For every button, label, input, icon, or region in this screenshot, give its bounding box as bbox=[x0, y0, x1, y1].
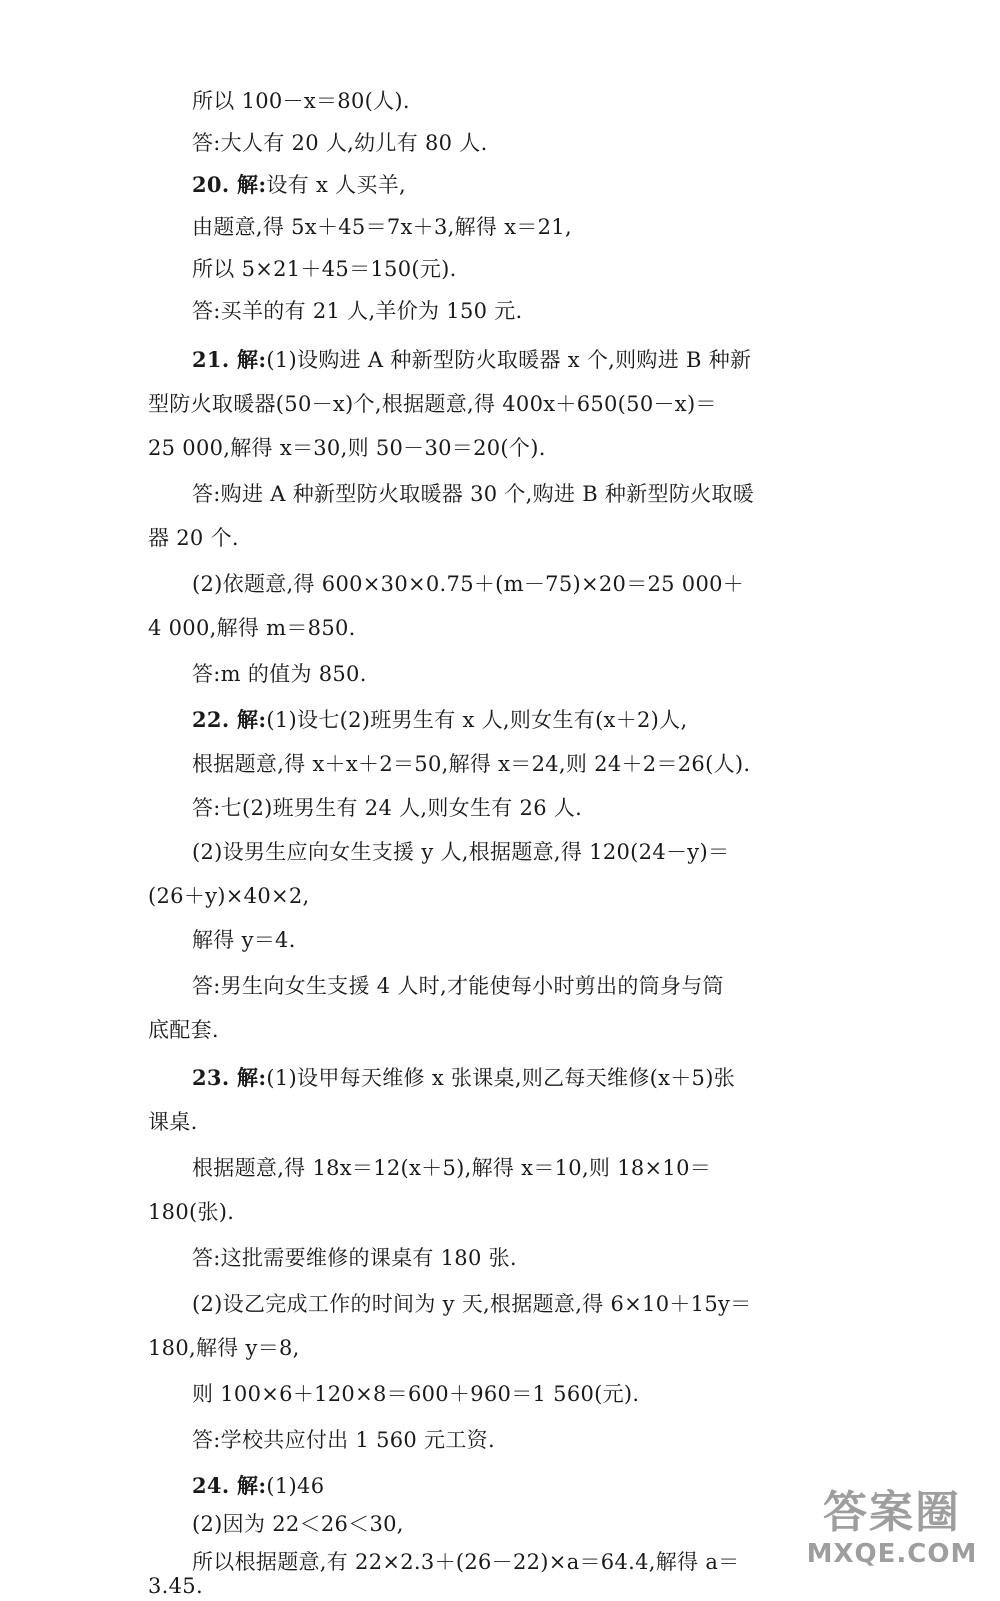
text-line: 答:学校共应付出 1 560 元工资. bbox=[192, 1428, 495, 1452]
question-number: 23. 解: bbox=[192, 1065, 267, 1090]
text-line: 所以 5×21＋45＝150(元). bbox=[192, 257, 457, 281]
text-line: 答:买羊的有 21 人,羊价为 150 元. bbox=[192, 299, 523, 323]
text-line: 4 000,解得 m＝850. bbox=[148, 616, 356, 640]
watermark-url: MXQE.COM bbox=[806, 1539, 978, 1569]
text-line: 器 20 个. bbox=[148, 526, 239, 550]
question-number: 22. 解: bbox=[192, 707, 267, 732]
watermark-title: 答案圈 bbox=[823, 1487, 961, 1538]
text-line: 根据题意,得 18x＝12(x＋5),解得 x＝10,则 18×10＝ bbox=[192, 1156, 712, 1180]
question-22-line: 22. 解:(1)设七(2)班男生有 x 人,则女生有(x＋2)人, bbox=[192, 707, 688, 732]
text-line: 课桌. bbox=[148, 1110, 198, 1134]
text-line: 答:购进 A 种新型防火取暖器 30 个,购进 B 种新型防火取暖 bbox=[192, 482, 755, 506]
text-line: (2)设乙完成工作的时间为 y 天,根据题意,得 6×10＋15y＝ bbox=[192, 1292, 752, 1316]
text-line: 所以根据题意,有 22×2.3＋(26－22)×a＝64.4,解得 a＝ bbox=[192, 1550, 740, 1574]
text-line: 答:这批需要维修的课桌有 180 张. bbox=[192, 1246, 517, 1270]
text-line: 答:大人有 20 人,幼儿有 80 人. bbox=[192, 131, 488, 155]
text-line: 解得 y＝4. bbox=[192, 928, 296, 952]
text-line: (2)依题意,得 600×30×0.75＋(m－75)×20＝25 000＋ bbox=[192, 572, 745, 596]
question-24-line: 24. 解:(1)46 bbox=[192, 1473, 325, 1498]
question-23-line: 23. 解:(1)设甲每天维修 x 张课桌,则乙每天维修(x＋5)张 bbox=[192, 1065, 736, 1090]
text-line: (2)设男生应向女生支援 y 人,根据题意,得 120(24－y)＝ bbox=[192, 840, 730, 864]
text-line: 答:男生向女生支援 4 人时,才能使每小时剪出的筒身与筒 bbox=[192, 974, 724, 998]
question-number: 20. 解: bbox=[192, 172, 267, 197]
question-number: 21. 解: bbox=[192, 347, 267, 372]
text-line: 180,解得 y＝8, bbox=[148, 1336, 300, 1360]
text-line: 根据题意,得 x＋x＋2＝50,解得 x＝24,则 24＋2＝26(人). bbox=[192, 752, 751, 776]
question-20-line: 20. 解:设有 x 人买羊, bbox=[192, 172, 406, 197]
text-line: 则 100×6＋120×8＝600＋960＝1 560(元). bbox=[192, 1382, 640, 1406]
text-line: (2)因为 22＜26＜30, bbox=[192, 1512, 404, 1536]
text-line: 型防火取暖器(50－x)个,根据题意,得 400x＋650(50－x)＝ bbox=[148, 392, 717, 416]
text-line: 25 000,解得 x＝30,则 50－30＝20(个). bbox=[148, 436, 546, 460]
text-line: 答:m 的值为 850. bbox=[192, 662, 367, 686]
question-21-line: 21. 解:(1)设购进 A 种新型防火取暖器 x 个,则购进 B 种新 bbox=[192, 347, 752, 372]
text-line: 底配套. bbox=[148, 1018, 219, 1042]
text-line: (26＋y)×40×2, bbox=[148, 884, 310, 908]
question-number: 24. 解: bbox=[192, 1473, 267, 1498]
text-line: 由题意,得 5x＋45＝7x＋3,解得 x＝21, bbox=[192, 215, 572, 239]
text-line: 答:七(2)班男生有 24 人,则女生有 26 人. bbox=[192, 796, 583, 820]
text-line: 所以 100－x＝80(人). bbox=[192, 89, 410, 113]
text-line: 180(张). bbox=[148, 1200, 235, 1224]
text-line: 3.45. bbox=[148, 1574, 203, 1598]
watermark-logo bbox=[802, 1487, 982, 1582]
